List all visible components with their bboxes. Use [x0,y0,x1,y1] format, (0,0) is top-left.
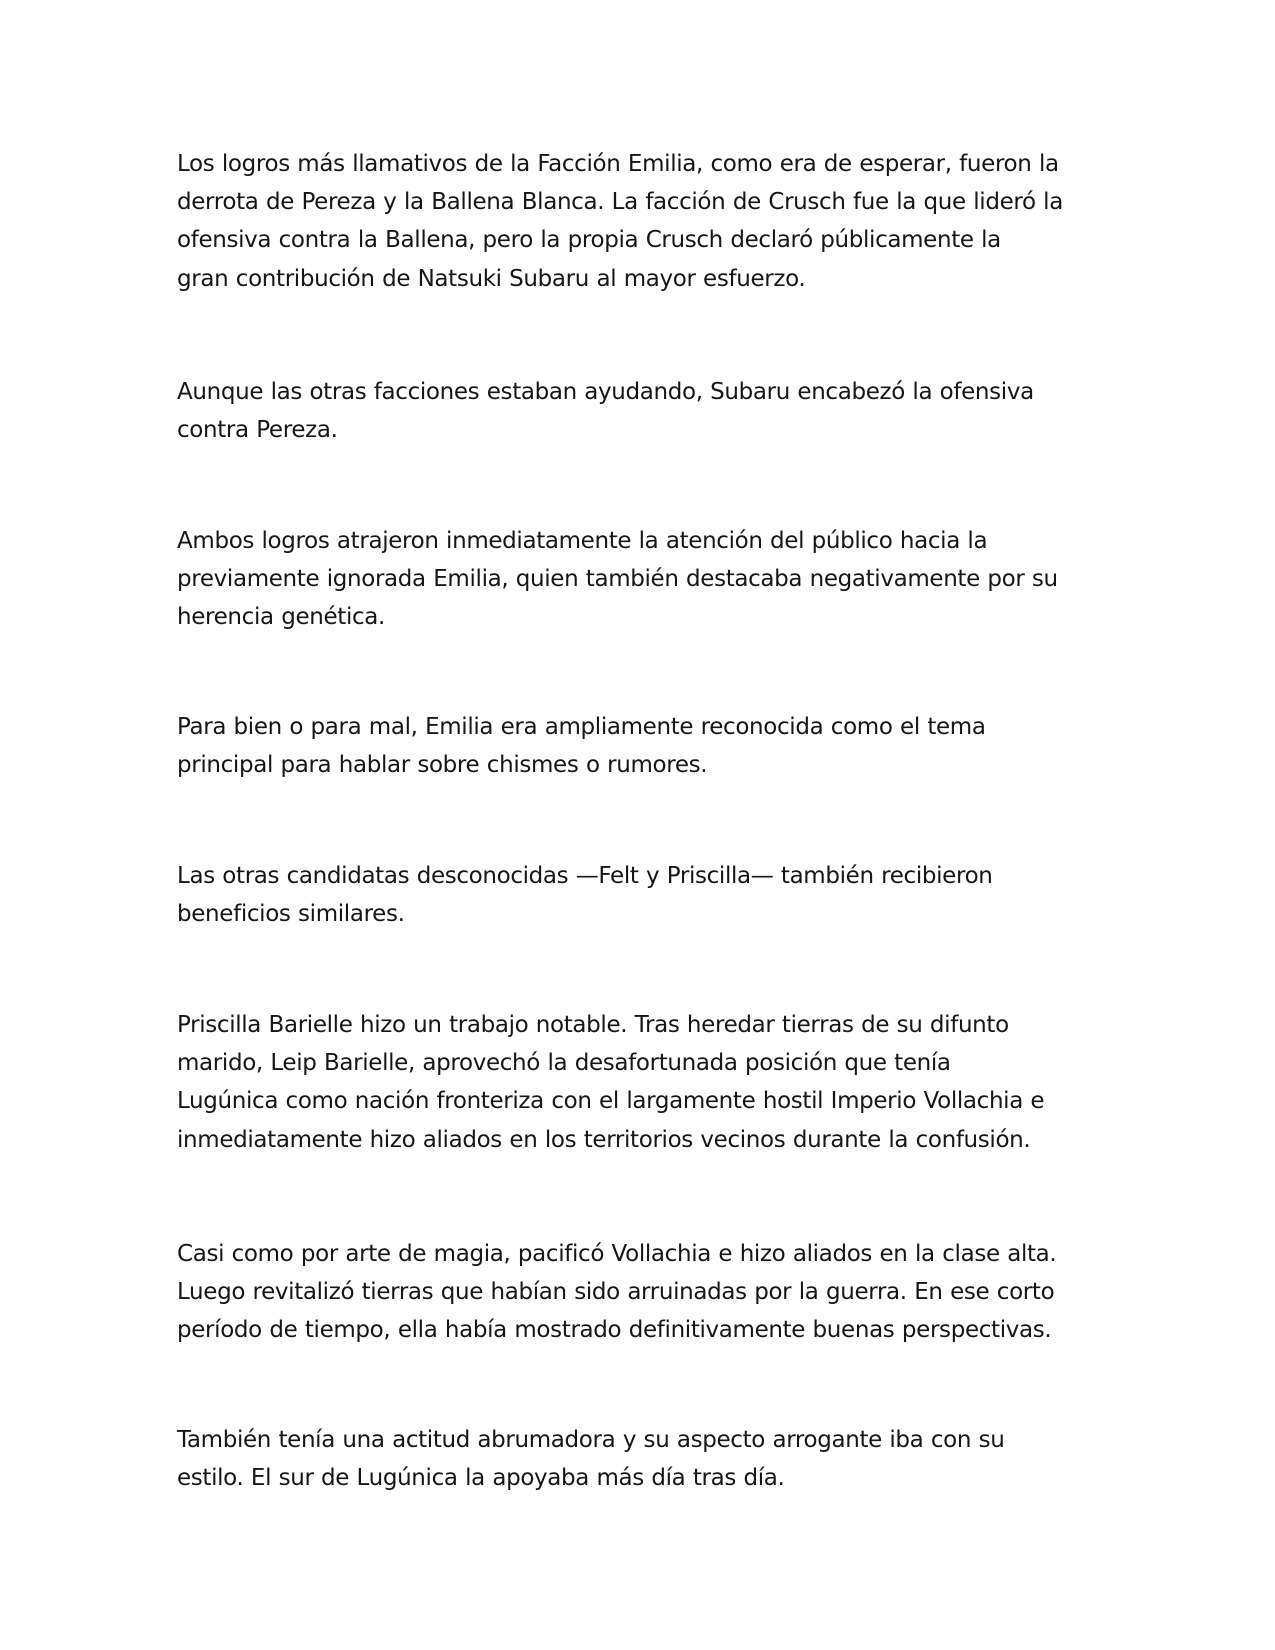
text-line: Aunque las otras facciones estaban ayudando, Subaru encabezó la ofensiva [177,379,1034,405]
text-line: ofensiva contra la Ballena, pero la propia Crusch declaró públicamente la [177,227,1001,254]
text-line: gran contribución de Natsuki Subaru al mayor esfuerzo. [177,265,806,292]
text-line: Las otras candidatas desconocidas —Felt y Priscilla— también recibieron [177,863,993,889]
paragraph-3 [177,522,1107,637]
text-line: Casi como por arte de magia, pacificó Vollachia e hizo aliados en la clase alta. [177,1241,1057,1267]
paragraph-4 [177,708,1107,784]
paragraph-1 [177,145,1107,298]
paragraph-6 [177,1006,1107,1159]
paragraph-8 [177,1421,1107,1497]
text-line: contra Pereza. [177,417,338,444]
text-line: marido, Leip Barielle, aprovechó la desafortunada posición que tenía [177,1050,951,1077]
paragraph-7 [177,1235,1107,1350]
text-line: período de tiempo, ella había mostrado definitivamente buenas perspectivas. [177,1317,1052,1344]
text-line: Los logros más llamativos de la Facción Emilia, como era de esperar, fueron la [177,151,1059,177]
text-line: inmediatamente hizo aliados en los territorios vecinos durante la confusión. [177,1126,1031,1153]
paragraph-2 [177,373,1107,449]
text-line: principal para hablar sobre chismes o rumores. [177,752,708,779]
text-line: También tenía una actitud abrumadora y su aspecto arrogante iba con su [177,1427,1005,1453]
text-line: Lugúnica como nación fronteriza con el largamente hostil Imperio Vollachia e [177,1088,1045,1115]
text-line: Luego revitalizó tierras que habían sido arruinadas por la guerra. En ese corto [177,1279,1055,1306]
paragraph-5 [177,857,1107,933]
text-line: Priscilla Barielle hizo un trabajo notable. Tras heredar tierras de su difunto [177,1012,1009,1038]
text-line: Ambos logros atrajeron inmediatamente la atención del público hacia la [177,528,988,554]
text-line: previamente ignorada Emilia, quien también destacaba negativamente por su [177,566,1058,593]
text-line: Para bien o para mal, Emilia era ampliamente reconocida como el tema [177,714,986,740]
text-line: beneficios similares. [177,901,405,928]
text-line: derrota de Pereza y la Ballena Blanca. La facción de Crusch fue la que lideró la [177,189,1063,216]
text-line: estilo. El sur de Lugúnica la apoyaba más día tras día. [177,1465,785,1492]
text-line: herencia genética. [177,604,385,631]
